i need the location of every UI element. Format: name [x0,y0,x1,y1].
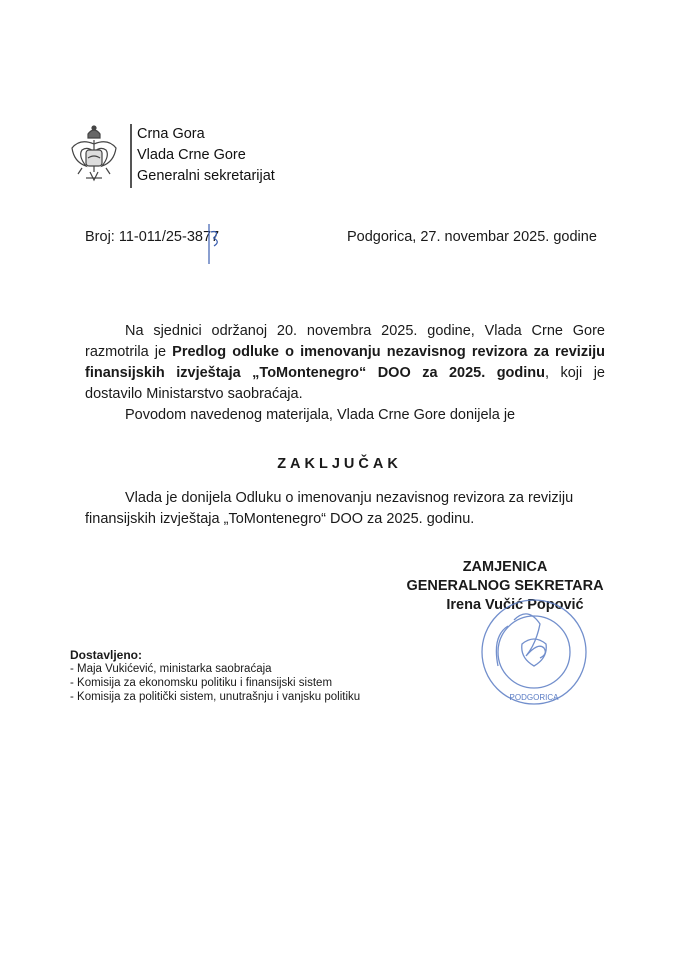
paragraph-1 [85,321,605,405]
distribution-list [70,648,360,704]
document-number: Broj: 11-011/25-3877 [85,229,220,245]
signatory-role-1: ZAMJENICA [462,559,548,575]
p1-bold-title: Predlog odluke o imenovanju nezavisnog revizora za reviziju finansijskih izvještaja „ToMontenegro“ DOO za 2025. godinu [85,344,605,381]
signatory-name: Irena Vučić Popović [446,597,584,613]
document-date: Podgorica, 27. novembar 2025. godine [347,229,597,245]
signatory-role-2: GENERALNOG SEKRETARA [406,578,604,594]
distribution-item: - Maja Vukićević, ministarka saobraćaja [70,663,272,675]
conclusion-text: Vlada je donijela Odluku o imenovanju nezavisnog revizora za reviziju finansijskih izvještaja „ToMontenegro“ DOO za 2025. godinu. [85,490,574,527]
institution-header [137,124,275,187]
distribution-title: Dostavljeno: [70,648,143,662]
body-paragraphs [85,321,605,426]
distribution-item: - Komisija za politički sistem, unutrašnju i vanjsku politiku [70,691,361,703]
conclusion-title: ZAKLJUČAK [277,456,402,472]
p1-text-a: Na sjednici održanoj 20. novembra 2025. godine, Vlada Crne Gore razmotrila je [85,323,605,360]
handwritten-mark [206,222,222,266]
government-name: Vlada Crne Gore [137,147,246,163]
department-name: Generalni sekretarijat [137,168,275,184]
header-divider [130,124,132,188]
official-stamp-icon [478,596,590,708]
coat-of-arms-icon [68,122,120,188]
country-name: Crna Gora [137,126,205,142]
distribution-item: - Komisija za ekonomsku politiku i finansijski sistem [70,677,333,689]
paragraph-2: Povodom navedenog materijala, Vlada Crne Gore donijela je [125,407,516,423]
stamp-city: PODGORICA [509,693,559,702]
p1-text-b: , koji je dostavilo Ministarstvo saobraćaja. [85,365,605,402]
